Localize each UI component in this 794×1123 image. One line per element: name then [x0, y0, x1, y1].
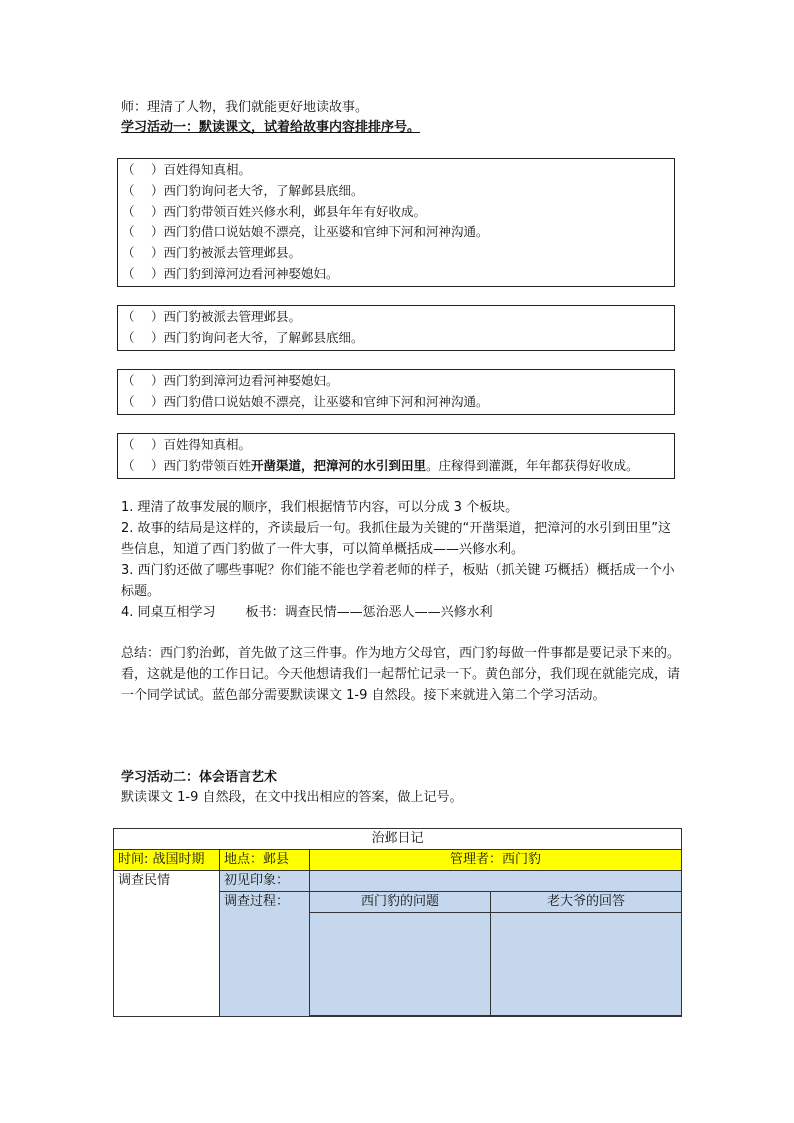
box2-item: （ ）西门豹询问老大爷，了解邺县底细。 [122, 329, 364, 345]
first-impression-label: 初见印象： [220, 871, 310, 892]
box1-item: （ ）百姓得知真相。 [122, 162, 251, 177]
box1-item: （ ）西门豹带领百姓兴修水利，邺县年年有好收成。 [122, 203, 426, 219]
step-item: 3. 西门豹还做了哪些事呢？你们能不能也学着老师的样子，板贴（抓关键 巧概括）概括成一个小标题。 [121, 563, 675, 599]
diary-place: 地点：邺县 [220, 850, 310, 871]
summary-paragraph: 总结：西门豹治邺，首先做了这三件事。作为地方父母官，西门豹每做一件事都是要记录下来的。看，这就是他的工作日记。今天他想请我们一起帮忙记录一下。黄色部分，我们现在就能完成，请一个同学试试。蓝色部分需要默读课文 1-9 自然段。接下来就进入第二个学习活动。 [121, 646, 681, 703]
box1-item: （ ）西门豹到漳河边看河神娶媳妇。 [122, 265, 339, 281]
activity2-instruction: 默读课文 1-9 自然段，在文中找出相应的答案，做上记号。 [121, 790, 463, 805]
step-item: 4. 同桌互相学习 板书：调查民情——惩治恶人——兴修水利 [121, 605, 493, 620]
box3-item: （ ）西门豹借口说姑娘不漂亮，让巫婆和官绅下河和河神沟通。 [122, 393, 489, 409]
box4-suffix: 。庄稼得到灌溉，年年都获得好收成。 [426, 457, 639, 473]
activity1-heading: 学习活动一：默读课文，试着给故事内容排排序号。 [121, 120, 421, 135]
box2-item: （ ）西门豹被派去管理邺县。 [122, 309, 301, 324]
box1-item: （ ）西门豹被派去管理邺县。 [122, 245, 301, 261]
diary-section-label: 调查民情 [114, 871, 220, 1017]
box4-item [122, 456, 674, 477]
first-impression-cell[interactable] [310, 871, 682, 892]
step-item: 1. 理清了故事发展的顺序，我们根据情节内容，可以分成 3 个板块。 [121, 500, 519, 515]
step-item: 2. 故事的结局是这样的，齐读最后一句。我抓住最为关键的“开凿渠道，把漳河的水引到田里”这些信息，知道了西门豹做了一件大事，可以简单概括成——兴修水利。 [121, 521, 672, 557]
activity2-heading: 学习活动二：体会语言艺术 [121, 770, 278, 785]
diary-manager: 管理者：西门豹 [310, 850, 682, 871]
box1-item: （ ）西门豹借口说姑娘不漂亮，让巫婆和官绅下河和河神沟通。 [122, 224, 489, 240]
table-bottom-spacer [310, 1016, 682, 1017]
ordering-box-all [117, 158, 675, 287]
answer-cell[interactable] [491, 913, 682, 1016]
box1-item: （ ）西门豹询问老大爷，了解邺县底细。 [122, 182, 364, 198]
diary-title: 治邺日记 [114, 829, 682, 850]
ordering-box-part2 [117, 369, 675, 415]
diary-table [113, 828, 682, 1017]
box3-item: （ ）西门豹到漳河边看河神娶媳妇。 [122, 373, 339, 388]
diary-time: 时间: 战国时期 [114, 850, 220, 871]
question-cell[interactable] [310, 913, 491, 1016]
ordering-box-part3 [117, 433, 675, 479]
question-column-header: 西门豹的问题 [310, 892, 491, 913]
intro-line: 师：理清了人物，我们就能更好地读故事。 [121, 100, 369, 115]
box4-bold-text: 开凿渠道，把漳河的水引到田里 [250, 457, 426, 473]
process-label: 调查过程： [220, 892, 310, 1017]
ordering-box-part1 [117, 305, 675, 351]
steps-list [121, 497, 681, 623]
box4-prefix: （ ）西门豹带领百姓 [122, 457, 251, 473]
box4-item: （ ）百姓得知真相。 [122, 437, 251, 452]
answer-column-header: 老大爷的回答 [491, 892, 682, 913]
